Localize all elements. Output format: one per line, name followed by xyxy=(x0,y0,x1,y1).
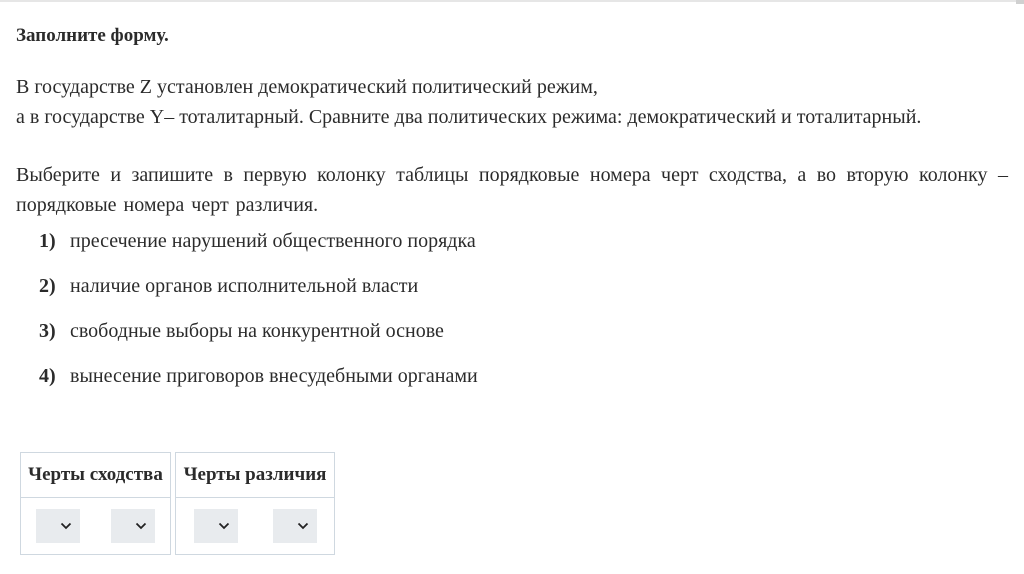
options-list xyxy=(16,226,1008,406)
option-number: 4) xyxy=(39,365,56,387)
option-number: 3) xyxy=(39,320,56,342)
top-divider xyxy=(0,0,1024,2)
option-text: вынесение приговоров внесудебными органами xyxy=(70,365,478,387)
difference-select-2[interactable] xyxy=(273,509,317,543)
chevron-down-icon xyxy=(218,522,230,530)
form-content xyxy=(16,24,1008,406)
option-number: 2) xyxy=(39,275,56,297)
form-title: Заполните форму. xyxy=(16,25,169,46)
chevron-down-icon xyxy=(135,522,147,530)
intro-line-1: В государстве Z установлен демократический политический режим, xyxy=(16,76,598,98)
intro-text xyxy=(16,72,1008,132)
option-number: 1) xyxy=(39,230,56,252)
difference-select-1[interactable] xyxy=(194,509,238,543)
differences-header: Черты различия xyxy=(176,453,334,498)
option-text: свободные выборы на конкурентной основе xyxy=(70,320,444,342)
list-item xyxy=(16,361,1008,406)
differences-selects xyxy=(176,498,334,554)
similarities-column xyxy=(20,452,171,555)
answer-table xyxy=(20,452,335,555)
similarity-select-1[interactable] xyxy=(36,509,80,543)
differences-column xyxy=(175,452,335,555)
list-item xyxy=(16,226,1008,271)
intro-line-2: а в государстве Y– тоталитарный. Сравните два политических режима: демократический и тоталитарный. xyxy=(16,106,922,128)
list-item xyxy=(16,316,1008,361)
similarities-header: Черты сходства xyxy=(21,453,170,498)
corner-mark xyxy=(1016,0,1024,4)
instruction-text: Выберите и запишите в первую колонку таблицы порядковые номера черт сходства, а во вторую колонку – порядковые номера черт различия. xyxy=(16,164,1008,216)
similarity-select-2[interactable] xyxy=(111,509,155,543)
list-item xyxy=(16,271,1008,316)
chevron-down-icon xyxy=(60,522,72,530)
chevron-down-icon xyxy=(297,522,309,530)
option-text: наличие органов исполнительной власти xyxy=(70,275,419,297)
option-text: пресечение нарушений общественного порядка xyxy=(70,230,476,252)
similarities-selects xyxy=(21,498,170,554)
